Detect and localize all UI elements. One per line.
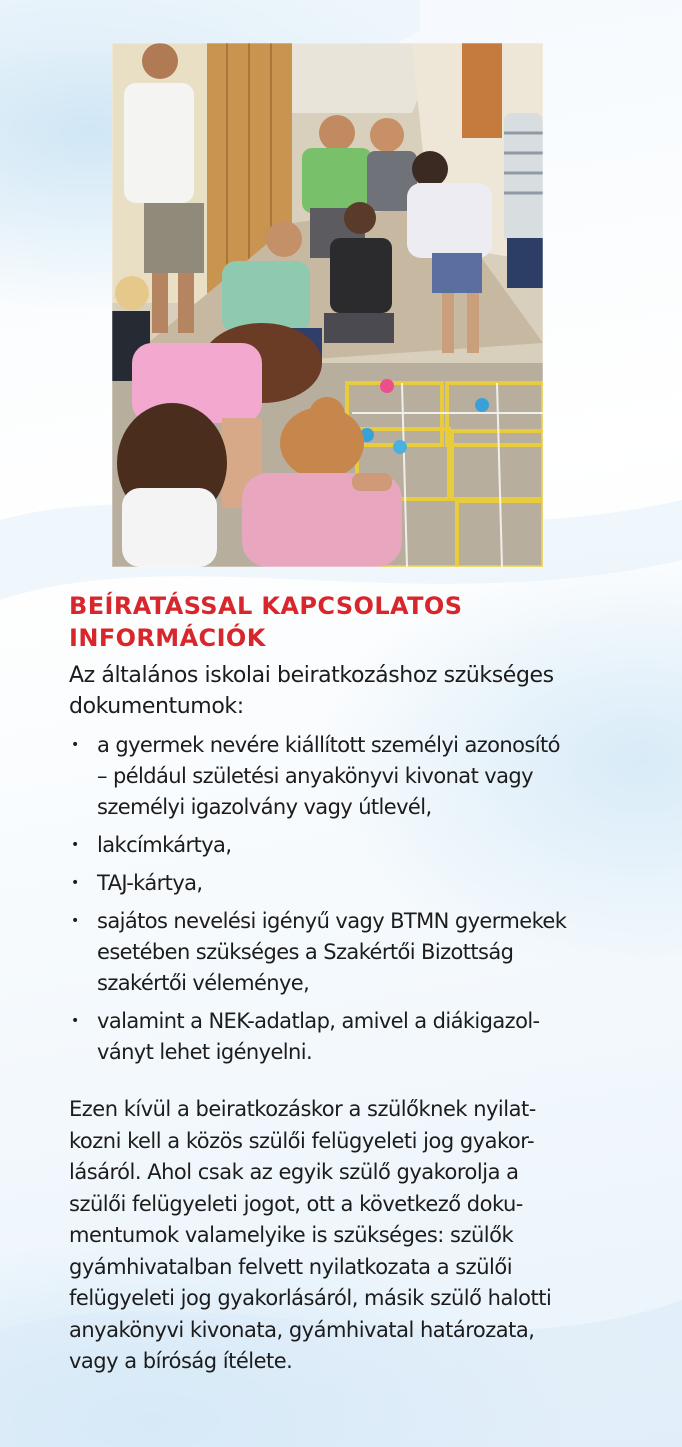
closing-line: felügyeleti jog gyakorlásáról, másik szülő halotti — [69, 1286, 552, 1310]
enrollment-info-section — [69, 590, 609, 1378]
bullet-icon: • — [71, 837, 79, 853]
document-item-expert-opinion — [69, 906, 609, 999]
document-line: esetében szükséges a Szakértői Bizottság — [97, 940, 514, 964]
closing-line: kozni kell a közös szülői felügyeleti jog gyakor- — [69, 1128, 535, 1153]
document-line: lakcímkártya, — [97, 833, 232, 857]
document-line: TAJ-kártya, — [97, 871, 203, 895]
intro-line-1: Az általános iskolai beiratkozáshoz szükséges — [69, 663, 554, 688]
students-photo — [112, 43, 543, 567]
document-line: valamint a NEK-adatlap, amivel a diákigazol- — [97, 1009, 540, 1033]
closing-line: mentumok valamelyike is szükséges: szülők — [69, 1223, 514, 1247]
bullet-icon: • — [71, 875, 79, 891]
document-line: a gyermek nevére kiállított személyi azonosító — [97, 733, 560, 757]
document-line: személyi igazolvány vagy útlevél, — [97, 795, 432, 819]
closing-line: gyámhivatalban felvett nyilatkozata a szülői — [69, 1254, 513, 1279]
bullet-icon: • — [71, 1013, 79, 1029]
closing-paragraph — [69, 1094, 609, 1378]
bullet-icon: • — [71, 737, 79, 753]
document-item-taj-card — [69, 868, 609, 899]
intro-paragraph — [69, 660, 609, 722]
closing-line: Ezen kívül a beiratkozáskor a szülőknek nyilat- — [69, 1097, 536, 1121]
intro-line-2: dokumentumok: — [69, 694, 244, 719]
closing-line: szülői felügyeleti jogot, ott a következő doku- — [69, 1191, 523, 1216]
photo-icon — [112, 43, 543, 567]
document-line: – például születési anyakönyvi kivonat vagy — [97, 764, 533, 788]
required-documents-list — [69, 730, 609, 1068]
heading-line-1: BEÍRATÁSSAL KAPCSOLATOS — [69, 592, 463, 620]
heading-line-2: INFORMÁCIÓK — [69, 624, 266, 652]
closing-line: vagy a bíróság ítélete. — [69, 1349, 293, 1373]
document-line: szakértői véleménye, — [97, 971, 310, 995]
document-item-address-card — [69, 830, 609, 861]
closing-line: lásáról. Ahol csak az egyik szülő gyakorolja a — [69, 1160, 519, 1184]
closing-line: anyakönyvi kivonata, gyámhivatal határozata, — [69, 1317, 535, 1342]
document-line: sajátos nevelési igényű vagy BTMN gyermekek — [97, 909, 567, 933]
document-item-id — [69, 730, 609, 823]
document-item-nek-form — [69, 1006, 609, 1068]
document-line: ványt lehet igényelni. — [97, 1040, 313, 1064]
bullet-icon: • — [71, 913, 79, 929]
section-heading — [69, 590, 609, 654]
